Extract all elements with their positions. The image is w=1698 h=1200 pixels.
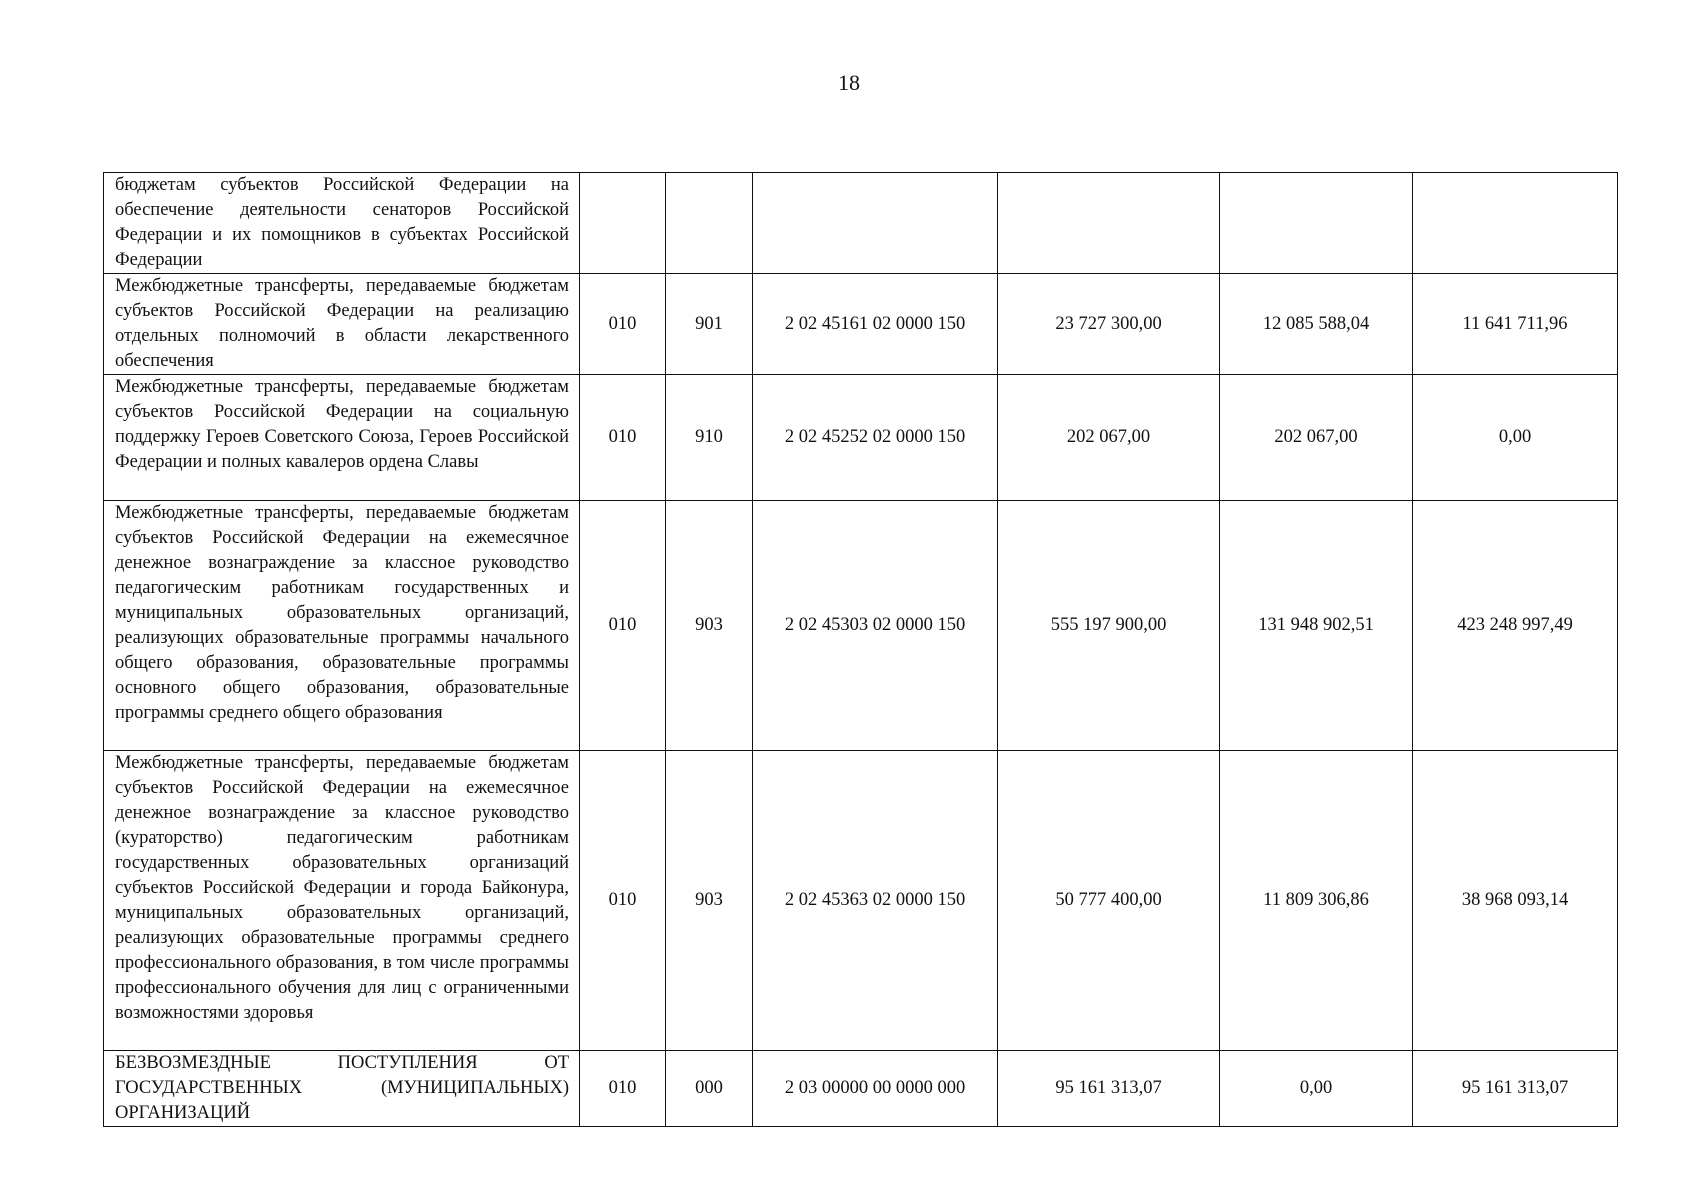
row-unexecuted-amount: 38 968 093,14 bbox=[1413, 751, 1618, 1051]
row-executed-amount bbox=[1220, 173, 1413, 274]
row-income-code: 2 03 00000 00 0000 000 bbox=[753, 1051, 998, 1127]
row-approved-amount: 202 067,00 bbox=[998, 375, 1220, 501]
row-unexecuted-amount: 0,00 bbox=[1413, 375, 1618, 501]
row-description: Межбюджетные трансферты, передаваемые бюджетам субъектов Российской Федерации на ежемесячное денежное вознаграждение за классное руководство педагогическим работникам государственных и муниципальных образовательных организаций, реализующих образовательные программы начального общего образования, образовательные программы основного общего образования, образовательные программы среднего общего образования bbox=[104, 501, 580, 751]
table-row bbox=[104, 375, 1618, 501]
row-admin-code: 010 bbox=[580, 751, 666, 1051]
row-line-code: 903 bbox=[666, 751, 753, 1051]
row-unexecuted-amount: 423 248 997,49 bbox=[1413, 501, 1618, 751]
row-admin-code: 010 bbox=[580, 501, 666, 751]
row-description: Межбюджетные трансферты, передаваемые бюджетам субъектов Российской Федерации на ежемесячное денежное вознаграждение за классное руководство (кураторство) педагогическим работникам государственных образовательных организаций субъектов Российской Федерации и города Байконура, муниципальных образовательных организаций, реализующих образовательные программы среднего профессионального образования, в том числе программы профессионального обучения для лиц с ограниченными возможностями здоровья bbox=[104, 751, 580, 1051]
row-income-code: 2 02 45303 02 0000 150 bbox=[753, 501, 998, 751]
row-description: БЕЗВОЗМЕЗДНЫЕ ПОСТУПЛЕНИЯ ОТ ГОСУДАРСТВЕННЫХ (МУНИЦИПАЛЬНЫХ) ОРГАНИЗАЦИЙ bbox=[104, 1051, 580, 1127]
row-description: Межбюджетные трансферты, передаваемые бюджетам субъектов Российской Федерации на социальную поддержку Героев Советского Союза, Героев Российской Федерации и полных кавалеров ордена Славы bbox=[104, 375, 580, 501]
table-row bbox=[104, 173, 1618, 274]
table-row bbox=[104, 1051, 1618, 1127]
row-line-code: 903 bbox=[666, 501, 753, 751]
row-approved-amount: 555 197 900,00 bbox=[998, 501, 1220, 751]
row-executed-amount: 12 085 588,04 bbox=[1220, 274, 1413, 375]
row-approved-amount: 95 161 313,07 bbox=[998, 1051, 1220, 1127]
table-row bbox=[104, 751, 1618, 1051]
row-approved-amount: 23 727 300,00 bbox=[998, 274, 1220, 375]
row-admin-code: 010 bbox=[580, 274, 666, 375]
row-approved-amount: 50 777 400,00 bbox=[998, 751, 1220, 1051]
row-line-code: 910 bbox=[666, 375, 753, 501]
row-unexecuted-amount: 11 641 711,96 bbox=[1413, 274, 1618, 375]
row-line-code: 000 bbox=[666, 1051, 753, 1127]
row-approved-amount bbox=[998, 173, 1220, 274]
row-admin-code: 010 bbox=[580, 375, 666, 501]
table-row bbox=[104, 274, 1618, 375]
row-admin-code bbox=[580, 173, 666, 274]
row-description: Межбюджетные трансферты, передаваемые бюджетам субъектов Российской Федерации на реализацию отдельных полномочий в области лекарственного обеспечения bbox=[104, 274, 580, 375]
row-executed-amount: 131 948 902,51 bbox=[1220, 501, 1413, 751]
budget-income-table bbox=[103, 172, 1618, 1127]
row-executed-amount: 0,00 bbox=[1220, 1051, 1413, 1127]
row-income-code: 2 02 45363 02 0000 150 bbox=[753, 751, 998, 1051]
table-row bbox=[104, 501, 1618, 751]
row-unexecuted-amount bbox=[1413, 173, 1618, 274]
row-admin-code: 010 bbox=[580, 1051, 666, 1127]
row-unexecuted-amount: 95 161 313,07 bbox=[1413, 1051, 1618, 1127]
row-line-code: 901 bbox=[666, 274, 753, 375]
row-executed-amount: 11 809 306,86 bbox=[1220, 751, 1413, 1051]
row-income-code bbox=[753, 173, 998, 274]
page-number: 18 bbox=[838, 70, 860, 95]
row-line-code bbox=[666, 173, 753, 274]
row-executed-amount: 202 067,00 bbox=[1220, 375, 1413, 501]
row-income-code: 2 02 45161 02 0000 150 bbox=[753, 274, 998, 375]
row-income-code: 2 02 45252 02 0000 150 bbox=[753, 375, 998, 501]
row-description: бюджетам субъектов Российской Федерации на обеспечение деятельности сенаторов Российской Федерации и их помощников в субъектах Российской Федерации bbox=[104, 173, 580, 274]
